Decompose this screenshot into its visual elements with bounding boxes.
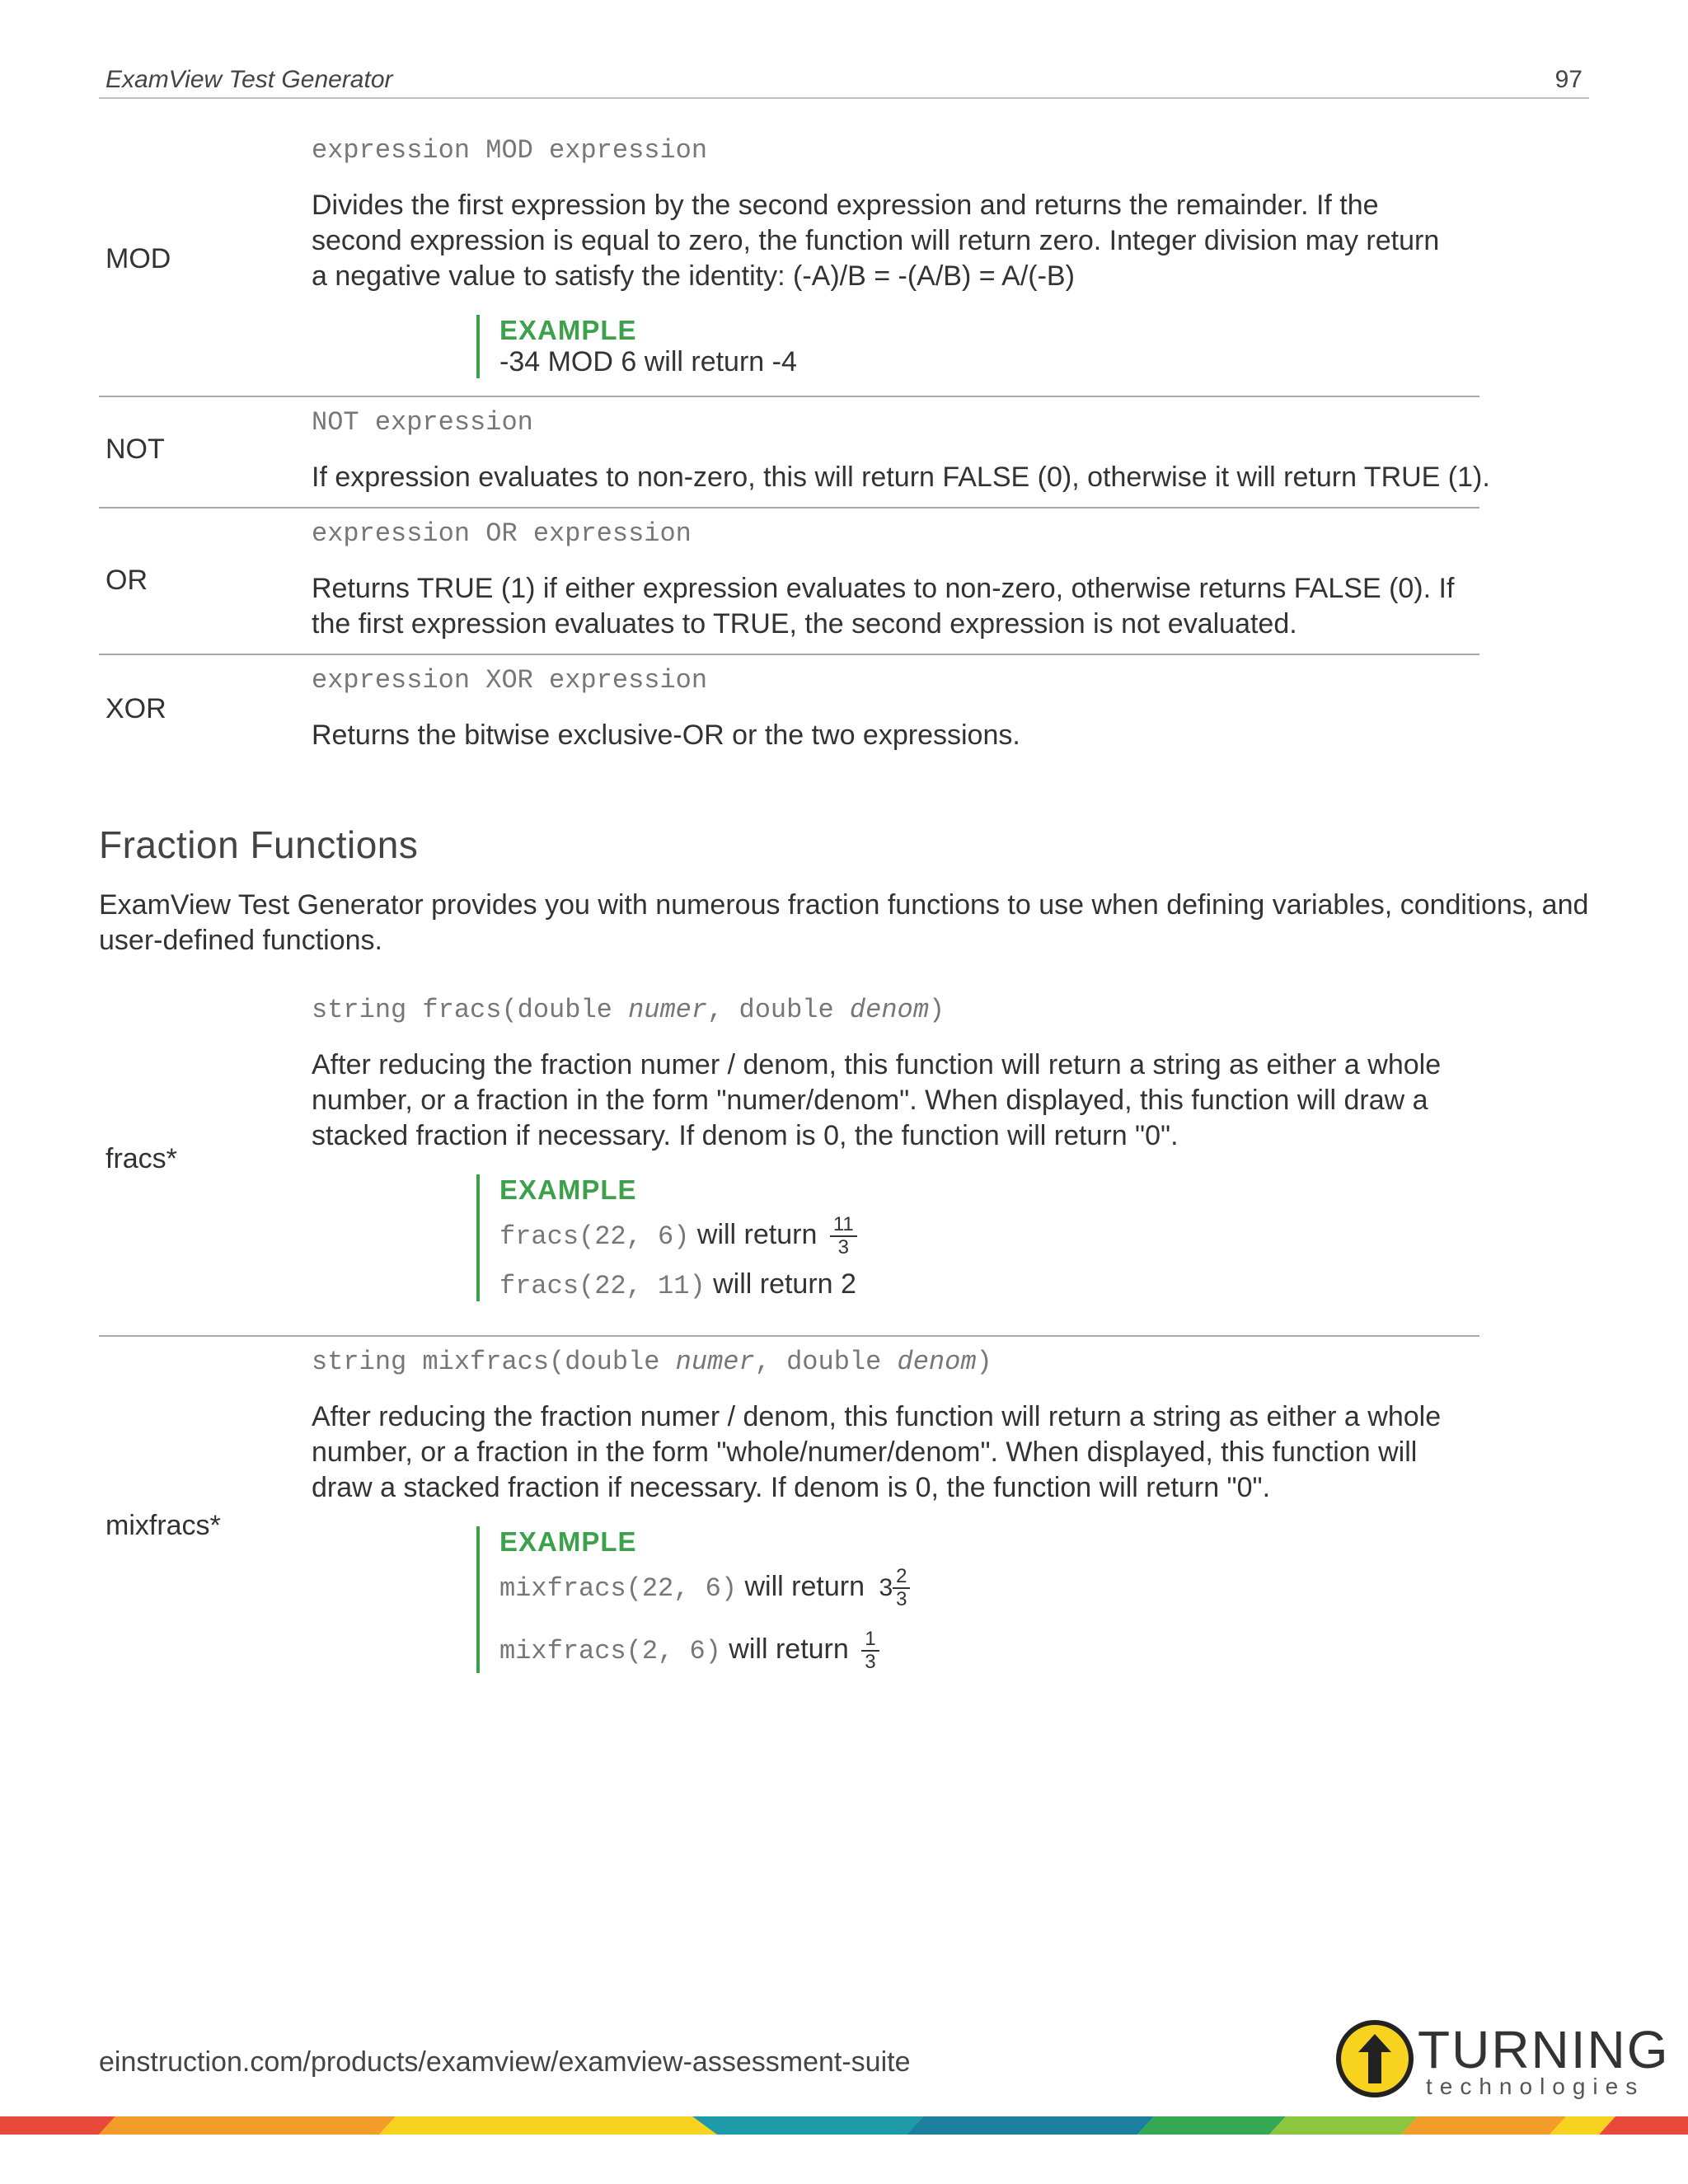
footer-url: einstruction.com/products/examview/examview-assessment-suite [99,2046,911,2078]
example-text: will return 2 [713,1268,856,1300]
function-row-or [99,507,1479,655]
example-line [499,1566,910,1610]
function-signature: string mixfracs(double numer, double denom) [312,1347,992,1377]
function-row-fracs [99,985,1479,1337]
function-name: NOT [106,434,165,465]
logo-wordmark: TURNING [1418,2020,1670,2079]
example-text: will return [696,1218,818,1250]
function-signature: NOT expression [312,407,533,438]
arrow-logo-icon [1335,2019,1414,2098]
example-code: fracs(22, 11) [499,1271,706,1301]
example-block [476,1174,857,1301]
function-row-mod [99,124,1479,397]
example-line [499,1268,857,1301]
example-text: will return [729,1633,849,1665]
function-signature: expression OR expression [312,518,692,549]
example-block [476,1526,910,1673]
example-code: mixfracs(22, 6) [499,1572,738,1604]
fraction-numerator: 1 [861,1629,879,1652]
section-heading: Fraction Functions [99,823,419,866]
stacked-fraction [893,1566,910,1610]
function-description: After reducing the fraction numer / denom, this function will return a string as either a whole number, or a fraction in the form "numer/denom". When displayed, this function will draw a stacked fraction if necessary. If denom is 0, the function will return "0". [312,1049,1442,1151]
turning-technologies-logo [1335,2018,1670,2100]
function-row-xor [99,654,1479,761]
function-row-not [99,396,1490,509]
example-label: EXAMPLE [499,1174,637,1205]
example-line [499,1214,857,1258]
logo-subtitle: technologies [1426,2074,1645,2099]
example-block [476,315,797,378]
example-code: mixfracs(2, 6) [499,1635,721,1666]
document-title: ExamView Test Generator [106,66,393,93]
example-label: EXAMPLE [499,1526,637,1557]
function-name: OR [106,565,148,596]
function-name: mixfracs* [106,1510,221,1541]
function-signature: string fracs(double numer, double denom) [312,995,945,1025]
example-code: fracs(22, 6) [499,1221,690,1252]
function-row-mixfracs [99,1337,1479,1716]
function-signature: expression MOD expression [312,135,708,166]
function-name: fracs* [106,1143,177,1174]
section-intro: ExamView Test Generator provides you with numerous fraction functions to use when defining variables, conditions, and user-defined functions. [99,889,1589,956]
function-name: MOD [106,243,171,274]
function-description: Returns TRUE (1) if either expression evaluates to non-zero, otherwise returns FALSE (0). If the first expression evaluates to TRUE, the second expression is not evaluated. [312,573,1455,640]
function-description: After reducing the fraction numer / denom, this function will return a string as either a whole number, or a fraction in the form "whole/numer/denom". When displayed, this function will draw a stacked fraction if necessary. If denom is 0, the function will return "0". [312,1401,1442,1503]
function-description: Divides the first expression by the second expression and returns the remainder. If the second expression is equal to zero, the function will return zero. Integer division may return a negative value to satisfy the identity: (-A)/B = -(A/B) = A/(-B) [312,190,1440,292]
stacked-fraction [861,1629,879,1673]
function-signature: expression XOR expression [312,665,708,696]
stacked-fraction [830,1214,857,1258]
fraction-numerator: 2 [893,1566,910,1589]
fraction-numerator: 11 [830,1214,857,1237]
fraction-denominator: 3 [837,1236,849,1258]
fraction-denominator: 3 [865,1651,876,1673]
mixed-whole: 3 [879,1574,893,1601]
header-divider [99,97,1589,99]
example-line [499,1629,910,1673]
footer-color-stripe [0,2116,1688,2135]
example-label: EXAMPLE [499,315,637,345]
page-number: 97 [1554,66,1582,93]
example-text: -34 MOD 6 will return -4 [499,346,797,377]
fraction-denominator: 3 [896,1588,907,1610]
function-name: XOR [106,693,166,724]
function-description: If expression evaluates to non-zero, this will return FALSE (0), otherwise it will return TRUE (1). [312,462,1490,493]
function-description: Returns the bitwise exclusive-OR or the two expressions. [312,719,1020,751]
example-text: will return [744,1570,865,1602]
